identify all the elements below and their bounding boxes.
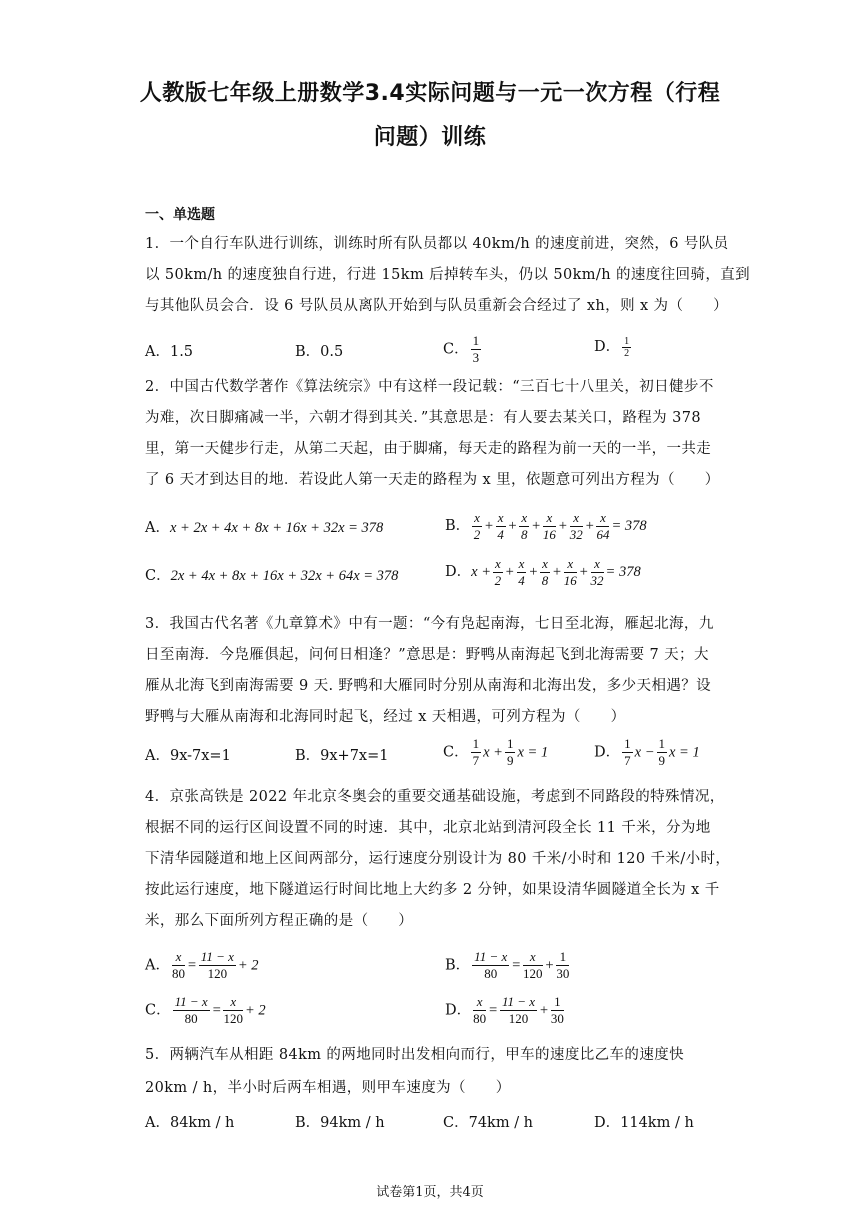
q1-option-b: B．0.5	[295, 344, 344, 360]
q4-option-d: D． $\frac{x}{80}$ = $\frac{11 - x}{120}$ + $\frac{1}{30}$	[445, 994, 564, 1026]
q2-option-c: C．2x + 4x + 8x + 16x + 32x + 64x = 378	[145, 568, 399, 584]
q2-option-d: D．x + $\frac{x}{2}$ + $\frac{x}{4}$ + $\frac{x}{8}$ + $\frac{x}{16}$ + $\frac{x}{32}$ = 378	[445, 556, 641, 588]
q1-option-a: A．1.5	[145, 344, 194, 360]
q4-option-c: C． $\frac{11 - x}{80}$ = $\frac{x}{120}$ + 2	[145, 994, 266, 1026]
q4-text-line: 根据不同的运行区间设置不同的时速．其中，北京北站到清河段全长 11 千米，分为地	[145, 820, 711, 836]
q1-text-line: 1．一个自行车队进行训练，训练时所有队员都以 40km/h 的速度前进，突然，6 号队员	[145, 236, 729, 252]
q1-option-d: D． $\frac{1}{2}$	[594, 335, 630, 359]
q5-option-d: D．114km / h	[594, 1115, 694, 1131]
page-title-line-2: 问题）训练	[373, 125, 487, 150]
q1-text-line: 与其他队员会合．设 6 号队员从离队开始到与队员重新会合经过了 xh，则 x 为（ ）	[145, 298, 729, 314]
q4-text-line: 按此运行速度，地下隧道运行时间比地上大约多 2 分钟，如果设清华圆隧道全长为 x 千	[145, 882, 720, 898]
q2-text-line: 2．中国古代数学著作《算法统宗》中有这样一段记载：“三百七十八里关，初日健步不	[145, 379, 714, 395]
q4-option-b: B． $\frac{11 - x}{80}$ = $\frac{x}{120}$ + $\frac{1}{30}$	[445, 949, 570, 981]
q5-option-a: A．84km / h	[145, 1115, 235, 1131]
q5-option-c: C．74km / h	[443, 1115, 534, 1131]
fraction: $\frac{x}{32}$	[590, 556, 604, 588]
q1-text-line: 以 50km/h 的速度独自行进，行进 15km 后掉转车头，仍以 50km/h 的速度往回骑，直到	[145, 267, 751, 283]
fraction: $\frac{x}{2}$	[494, 556, 502, 588]
q2-text-line: 了 6 天才到达目的地．若设此人第一天走的路程为 x 里，依题意可列出方程为（ ）	[145, 472, 720, 488]
q3-option-b: B．9x+7x=1	[295, 748, 389, 764]
q1-option-c: C． $\frac{1}{3}$	[443, 333, 480, 365]
fraction: $\frac{x}{8}$	[541, 556, 549, 588]
q4-option-a: A． $\frac{x}{80}$ = $\frac{11 - x}{120}$ + 2	[145, 949, 259, 981]
page-footer: 试卷第1页，共4页	[376, 1185, 484, 1200]
fraction: $\frac{x}{32}$	[569, 510, 583, 542]
q5-text-line: 20km / h，半小时后两车相遇，则甲车速度为（ ）	[145, 1080, 511, 1096]
q4-text-line: 米，那么下面所列方程正确的是（ ）	[145, 913, 414, 929]
section-heading: 一、单选题	[145, 207, 215, 223]
q2-option-b: B． $\frac{x}{2}$ + $\frac{x}{4}$ + $\frac{x}{8}$ + $\frac{x}{16}$ + $\frac{x}{32}$ + $\frac{x}{64}$ = 378	[445, 510, 647, 542]
fraction: $\frac{x}{4}$	[497, 510, 504, 542]
q3-option-d: D． $\frac{1}{7}$ x − $\frac{1}{9}$ x = 1	[594, 736, 700, 768]
q3-text-line: 3．我国古代名著《九章算术》中有一题：“今有凫起南海，七日至北海，雁起北海，九	[145, 616, 714, 632]
page-title-line-1: 人教版七年级上册数学3.4实际问题与一元一次方程（行程	[139, 81, 721, 106]
q5-option-b: B．94km / h	[295, 1115, 385, 1131]
fraction: $\frac{x}{64}$	[596, 510, 610, 542]
q2-text-line: 里，第一天健步行走，从第二天起，由于脚痛，每天走的路程为前一天的一半，一共走	[145, 441, 712, 457]
q2-option-a: A．x + 2x + 4x + 8x + 16x + 32x = 378	[145, 520, 384, 536]
fraction: $\frac{x}{16}$	[563, 556, 577, 588]
q3-text-line: 野鸭与大雁从南海和北海同时起飞，经过 x 天相遇，可列方程为（ ）	[145, 709, 626, 725]
q2-text-line: 为难，次日脚痛减一半，六朝才得到其关．”其意思是：有人要去某关口，路程为 378	[145, 410, 701, 426]
q5-text-line: 5．两辆汽车从相距 84km 的两地同时出发相向而行，甲车的速度比乙车的速度快	[145, 1047, 685, 1063]
q3-text-line: 雁从北海飞到南海需要 9 天. 野鸭和大雁同时分别从南海和北海出发，多少天相遇？设	[145, 678, 712, 694]
fraction: $\frac{x}{16}$	[542, 510, 556, 542]
fraction: $\frac{x}{2}$	[473, 510, 481, 542]
q3-option-a: A．9x-7x=1	[145, 748, 231, 764]
q3-text-line: 日至南海．今凫雁俱起，问何日相逢？”意思是：野鸭从南海起飞到北海需要 7 天；大	[145, 647, 709, 663]
q3-option-c: C． $\frac{1}{7}$ x + $\frac{1}{9}$ x = 1	[443, 736, 549, 768]
q4-text-line: 下清华园隧道和地上区间两部分，运行速度分别设计为 80 千米/小时和 120 千米/小时，	[145, 851, 731, 867]
q4-text-line: 4．京张高铁是 2022 年北京冬奥会的重要交通基础设施，考虑到不同路段的特殊情况，	[145, 789, 725, 805]
fraction: $\frac{x}{4}$	[518, 556, 525, 588]
fraction: $\frac{x}{8}$	[520, 510, 528, 542]
